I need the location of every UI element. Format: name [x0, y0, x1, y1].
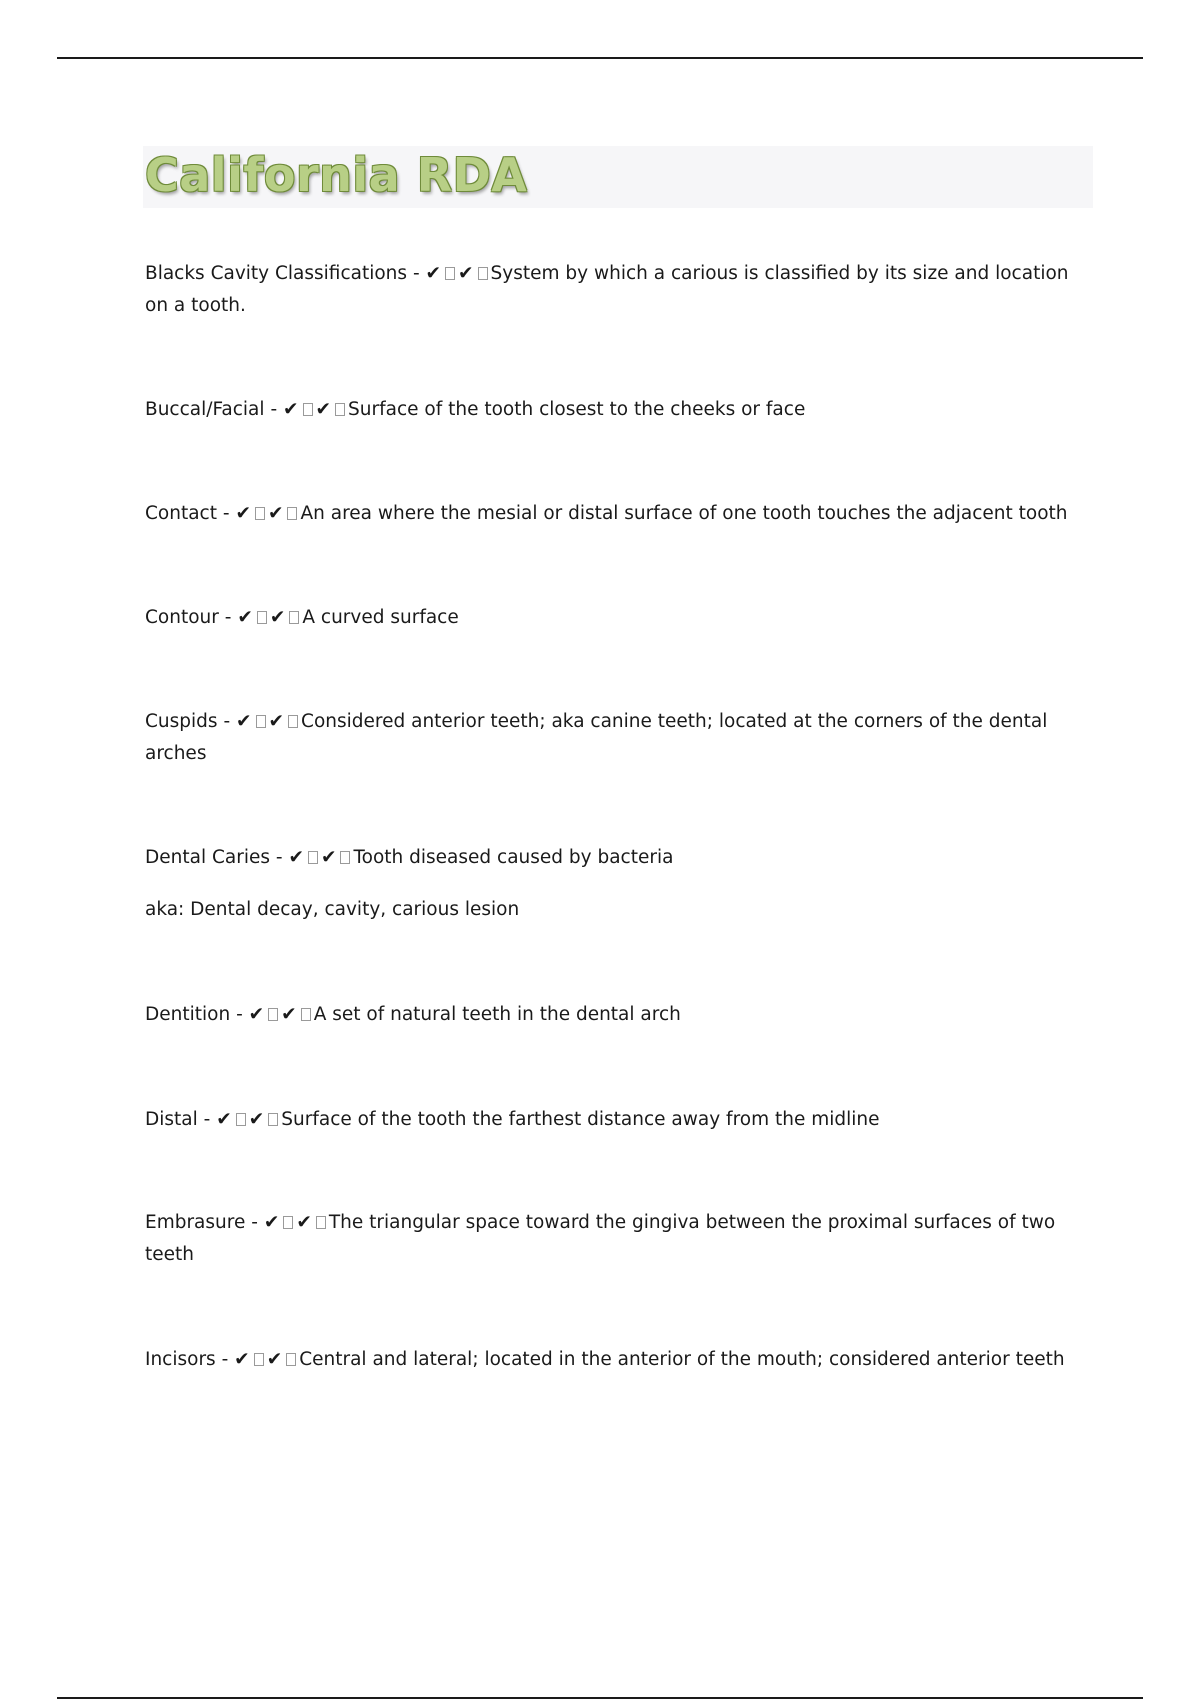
box-icon [257, 611, 267, 624]
entry-text: Embrasure - ✔ ✔ The triangular space toward the gingiva between the proximal surfaces of two teeth [145, 1212, 1056, 1265]
entry-term: Distal [145, 1109, 198, 1130]
footer-rule [57, 1697, 1143, 1699]
box-icon [478, 267, 488, 280]
list-item [145, 1207, 1090, 1271]
box-icon [301, 1008, 311, 1021]
checkmark-icon: ✔ [269, 607, 287, 628]
check-marks [235, 503, 300, 524]
checkmark-icon: ✔ [263, 1212, 281, 1233]
entry-term: Contour [145, 607, 219, 628]
entry-text: Cuspids - ✔ ✔ Considered anterior teeth; aka canine teeth; located at the corners of the dental arches [145, 711, 1048, 764]
entry-term: Dentition [145, 1004, 231, 1025]
box-icon [255, 507, 265, 520]
check-marks [426, 263, 491, 284]
check-marks [234, 1349, 299, 1370]
box-icon [268, 1008, 278, 1021]
checkmark-icon: ✔ [288, 847, 305, 868]
box-icon [236, 1113, 246, 1126]
check-marks [283, 399, 348, 420]
checkmark-icon: ✔ [281, 1004, 298, 1025]
checkmark-icon: ✔ [248, 1109, 266, 1130]
checkmark-icon: ✔ [267, 503, 285, 524]
list-item [145, 498, 1090, 530]
entry-definition: The triangular space toward the gingiva between the proximal surfaces of two teeth [145, 1212, 1056, 1265]
check-marks [237, 607, 302, 628]
entry-note: aka: Dental decay, cavity, carious lesion [145, 899, 520, 920]
box-icon [286, 1353, 296, 1366]
box-icon [445, 267, 455, 280]
title-banner [143, 146, 1093, 208]
list-item [145, 842, 1090, 926]
checkmark-icon: ✔ [234, 1349, 251, 1370]
box-icon [340, 851, 350, 864]
entry-text: Blacks Cavity Classifications - ✔ ✔ System by which a carious is classified by its size and location on a tooth. [145, 263, 1069, 316]
box-icon [283, 1216, 293, 1229]
entry-term: Buccal/Facial [145, 399, 265, 420]
check-marks [264, 1212, 329, 1233]
entry-definition: Tooth diseased caused by bacteria [353, 847, 674, 868]
check-marks [249, 1004, 314, 1025]
list-item [145, 394, 1090, 426]
box-icon [303, 403, 313, 416]
entry-text: Dental Caries - ✔ ✔ Tooth diseased caused by bacteria [145, 847, 674, 868]
entry-text: Distal - ✔ ✔ Surface of the tooth the farthest distance away from the midline [145, 1109, 880, 1130]
checkmark-icon: ✔ [248, 1004, 266, 1025]
list-item [145, 1104, 1090, 1136]
checkmark-icon: ✔ [283, 399, 300, 420]
list-item [145, 999, 1090, 1031]
box-icon [287, 507, 297, 520]
entry-term: Dental Caries [145, 847, 270, 868]
entry-definition: A set of natural teeth in the dental arch [313, 1004, 681, 1025]
checkmark-icon: ✔ [216, 1109, 233, 1130]
checkmark-icon: ✔ [296, 1212, 313, 1233]
entry-term: Contact [145, 503, 217, 524]
entry-text: Dentition - ✔ ✔ A set of natural teeth in the dental arch [145, 1004, 681, 1025]
entry-term: Embrasure [145, 1212, 246, 1233]
header-rule [57, 57, 1143, 59]
entry-definition: Surface of the tooth closest to the cheeks or face [348, 399, 806, 420]
entry-term: Incisors [145, 1349, 216, 1370]
entry-text: Contour - ✔ ✔ A curved surface [145, 607, 459, 628]
checkmark-icon: ✔ [425, 263, 443, 284]
checkmark-icon: ✔ [235, 503, 252, 524]
checkmark-icon: ✔ [236, 711, 253, 732]
box-icon [254, 1353, 264, 1366]
checkmark-icon: ✔ [237, 607, 254, 628]
check-marks [216, 1109, 281, 1130]
checkmark-icon: ✔ [320, 847, 338, 868]
list-item [145, 258, 1090, 322]
list-item [145, 1344, 1090, 1376]
box-icon [256, 715, 266, 728]
entry-definition: System by which a carious is classified by its size and location on a tooth. [145, 263, 1069, 316]
checkmark-icon: ✔ [458, 263, 475, 284]
check-marks [288, 847, 353, 868]
entry-definition: Surface of the tooth the farthest distance away from the midline [281, 1109, 880, 1130]
check-marks [236, 711, 301, 732]
entry-text: Buccal/Facial - ✔ ✔ Surface of the tooth closest to the cheeks or face [145, 399, 806, 420]
entry-term: Cuspids [145, 711, 218, 732]
entry-definition: Considered anterior teeth; aka canine teeth; located at the corners of the dental arches [145, 711, 1048, 764]
entry-text: Contact - ✔ ✔ An area where the mesial or distal surface of one tooth touches the adjacent tooth [145, 503, 1068, 524]
entry-text: Incisors - ✔ ✔ Central and lateral; located in the anterior of the mouth; considered anterior teeth [145, 1349, 1065, 1370]
entry-term: Blacks Cavity Classifications [145, 263, 408, 284]
box-icon [288, 715, 298, 728]
entry-definition: Central and lateral; located in the anterior of the mouth; considered anterior teeth [299, 1349, 1065, 1370]
box-icon [335, 403, 345, 416]
box-icon [268, 1113, 278, 1126]
box-icon [289, 611, 299, 624]
entry-definition: A curved surface [302, 607, 459, 628]
page-title: California RDA [145, 148, 528, 202]
list-item [145, 602, 1090, 634]
entry-definition: An area where the mesial or distal surface of one tooth touches the adjacent tooth [300, 503, 1068, 524]
list-item [145, 706, 1090, 770]
checkmark-icon: ✔ [315, 399, 333, 420]
checkmark-icon: ✔ [266, 1349, 284, 1370]
checkmark-icon: ✔ [268, 711, 286, 732]
box-icon [316, 1216, 326, 1229]
box-icon [308, 851, 318, 864]
